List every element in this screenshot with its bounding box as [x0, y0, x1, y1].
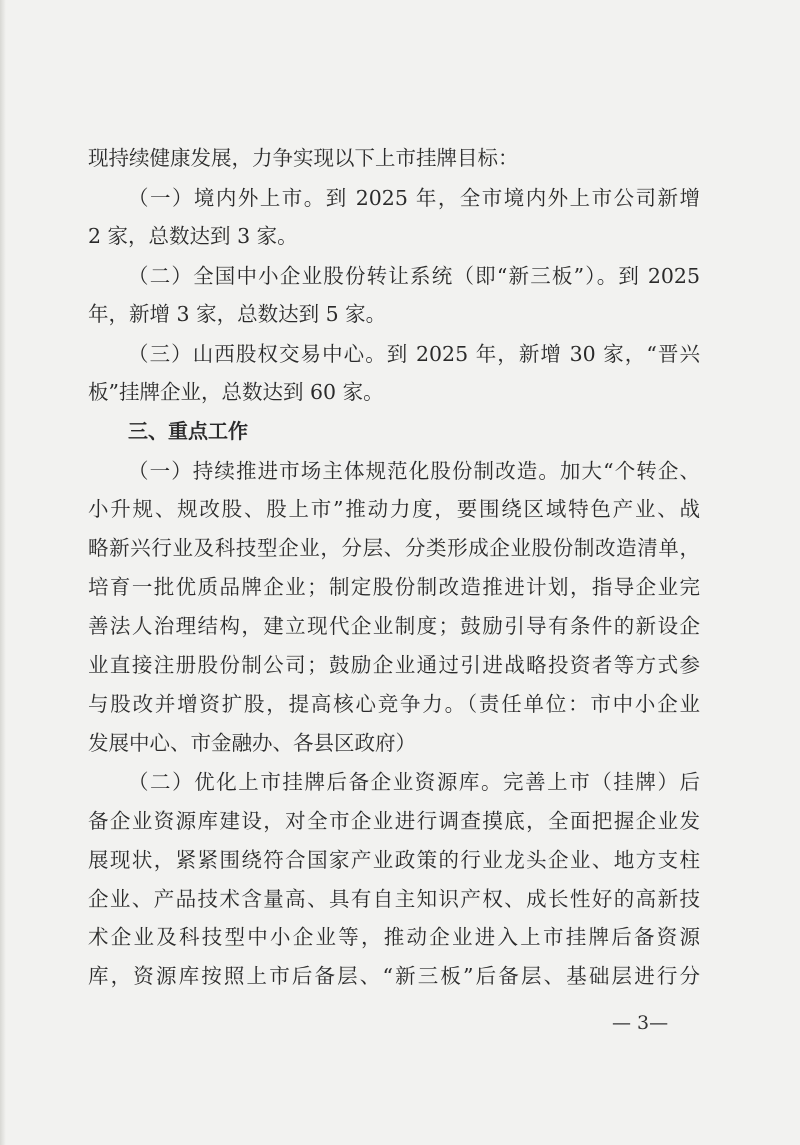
paragraph-line: 年，新增 3 家，总数达到 5 家。: [88, 302, 387, 326]
paragraph-line: （二）优化上市挂牌后备企业资源库。完善上市（挂牌）后: [128, 770, 700, 794]
paragraph-line: （三）山西股权交易中心。到 2025 年，新增 30 家，“晋兴: [128, 342, 700, 366]
section-heading: 三、重点工作: [128, 419, 248, 443]
paragraph-line: 略新兴行业及科技型企业，分层、分类形成企业股份制改造清单，: [88, 536, 700, 560]
paragraph-line: （一）境内外上市。到 2025 年，全市境内外上市公司新增: [128, 186, 700, 210]
paragraph-line: 小升规、规改股、股上市”推动力度，要围绕区域特色产业、战: [88, 497, 700, 521]
page-number: — 3—: [612, 1012, 669, 1034]
paragraph-line: 术企业及科技型中小企业等，推动企业进入上市挂牌后备资源: [88, 925, 700, 949]
paragraph-line: 培育一批优质品牌企业；制定股份制改造推进计划，指导企业完: [88, 575, 700, 599]
paragraph-line: 展现状，紧紧围绕符合国家产业政策的行业龙头企业、地方支柱: [88, 848, 700, 872]
paragraph-line: 企业、产品技术含量高、具有自主知识产权、成长性好的高新技: [88, 887, 700, 911]
paragraph-line: 与股改并增资扩股，提高核心竞争力。（责任单位：市中小企业: [88, 692, 700, 716]
paragraph-line: 善法人治理结构，建立现代企业制度；鼓励引导有条件的新设企: [88, 614, 700, 638]
paragraph-line: 发展中心、市金融办、各县区政府）: [88, 731, 416, 755]
paragraph-line: （一）持续推进市场主体规范化股份制改造。加大“个转企、: [128, 459, 700, 483]
paragraph-line: 现持续健康发展，力争实现以下上市挂牌目标：: [88, 146, 519, 170]
scan-edge-shadow: [0, 0, 6, 1145]
paragraph-line: 库，资源库按照上市后备层、“新三板”后备层、基础层进行分: [88, 964, 700, 988]
paragraph-line: 业直接注册股份制公司；鼓励企业通过引进战略投资者等方式参: [88, 653, 700, 677]
paragraph-line: 2 家，总数达到 3 家。: [88, 224, 298, 248]
paragraph-line: 备企业资源库建设，对全市企业进行调查摸底，全面把握企业发: [88, 809, 700, 833]
paragraph-line: （二）全国中小企业股份转让系统（即“新三板”）。到 2025: [128, 264, 700, 288]
paragraph-line: 板”挂牌企业，总数达到 60 家。: [88, 380, 384, 404]
